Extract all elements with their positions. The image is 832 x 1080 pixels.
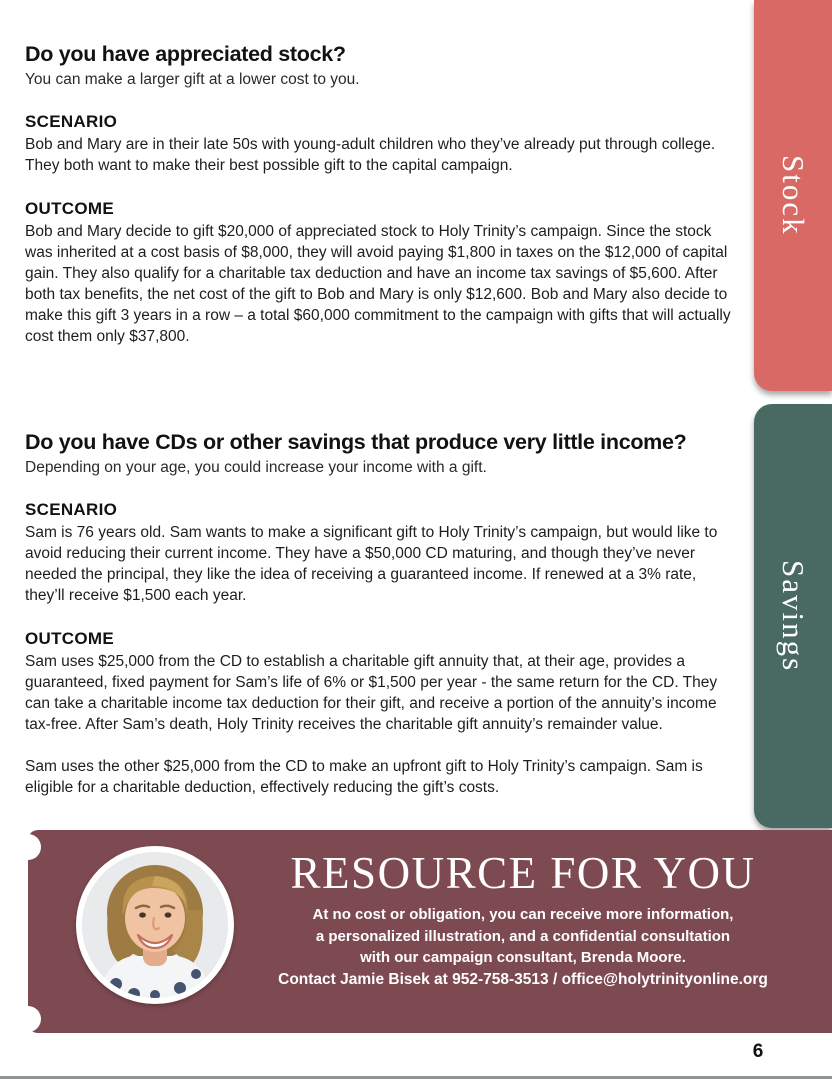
- consultant-photo-frame: [76, 846, 234, 1004]
- section-savings: [25, 430, 737, 798]
- stock-outcome-heading: OUTCOME: [25, 199, 114, 218]
- banner-text-block: [228, 850, 818, 991]
- savings-outcome-text-1: Sam uses $25,000 from the CD to establish a charitable gift annuity that, at their age, provides a guaranteed, fixed payment for Sam’s life of 6% or $1,500 per year - the same return for the CD. They can take a charitable income tax deduction for their gift, and receive a portion of the annuity’s income tax-free. After Sam’s death, Holy Trinity receives the charitable gift annuity’s remainder value.: [25, 653, 718, 733]
- savings-section-subtitle: Depending on your age, you could increase your income with a gift.: [25, 459, 487, 476]
- stock-section-title: Do you have appreciated stock?: [25, 42, 346, 66]
- banner-body: [228, 904, 818, 991]
- banner-line-1: At no cost or obligation, you can receive more information,: [312, 906, 734, 924]
- savings-outcome-heading: OUTCOME: [25, 629, 114, 648]
- banner-contact-line: Contact Jamie Bisek at 952-758-3513 / office@holytrinityonline.org: [278, 970, 768, 988]
- savings-scenario-text: Sam is 76 years old. Sam wants to make a significant gift to Holy Trinity’s campaign, but would like to avoid reducing their current income. They have a $50,000 CD maturing, and though they’ve never needed the principal, they like the idea of receiving a guaranteed income. If renewed at a 3% rate, they’ll receive $1,500 each year.: [25, 524, 718, 604]
- tab-stock-label: Stock: [776, 155, 811, 236]
- tab-savings[interactable]: [754, 404, 832, 828]
- stock-scenario-text: Bob and Mary are in their late 50s with young-adult children who they’ve already put through college. They both want to make their best possible gift to the capital campaign.: [25, 136, 716, 174]
- bottom-edge-rule: [0, 1076, 832, 1079]
- savings-outcome-text-2: Sam uses the other $25,000 from the CD to make an upfront gift to Holy Trinity’s campaign. Sam is eligible for a charitable deduction, effectively reducing the gift’s costs.: [25, 758, 703, 796]
- banner-line-2: a personalized illustration, and a confidential consultation: [315, 927, 731, 945]
- consultant-photo: [82, 852, 228, 998]
- tab-savings-label: Savings: [776, 559, 811, 673]
- savings-scenario-heading: SCENARIO: [25, 500, 118, 519]
- resource-banner: [28, 830, 832, 1033]
- consultant-headshot-illustration: [82, 852, 228, 998]
- section-stock: [25, 42, 737, 347]
- page-number: 6: [752, 1041, 764, 1062]
- banner-title: RESOURCE FOR YOU: [290, 848, 756, 898]
- stock-section-subtitle: You can make a larger gift at a lower cost to you.: [25, 71, 360, 88]
- stock-scenario-heading: SCENARIO: [25, 112, 118, 131]
- tab-stock[interactable]: [754, 0, 832, 391]
- banner-ticket-notch-top: [15, 834, 41, 860]
- banner-ticket-notch-bottom: [15, 1006, 41, 1032]
- stock-outcome-text: Bob and Mary decide to gift $20,000 of appreciated stock to Holy Trinity’s campaign. Since the stock was inherited at a cost basis of $8,000, they will avoid paying $1,800 in taxes on the $12,000 of capital gain. They also qualify for a charitable tax deduction and have an income tax savings of $5,600. After both tax benefits, the net cost of the gift to Bob and Mary is only $12,600. Bob and Mary also decide to make this gift 3 years in a row – a total $60,000 commitment to the campaign with gifts that will actually cost them only $37,800.: [25, 223, 731, 345]
- banner-line-3: with our campaign consultant, Brenda Moore.: [360, 949, 686, 967]
- savings-section-title: Do you have CDs or other savings that produce very little income?: [25, 430, 687, 454]
